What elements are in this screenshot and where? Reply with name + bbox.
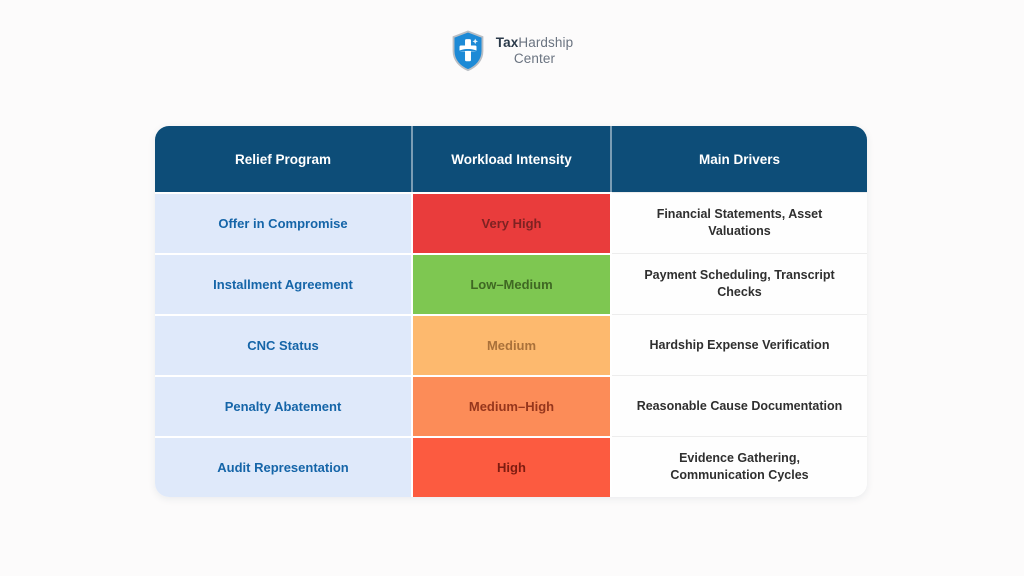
drivers-cell: Financial Statements, Asset Valuations (612, 192, 867, 253)
brand-wordmark (496, 35, 573, 67)
drivers-cell: Hardship Expense Verification (612, 314, 867, 375)
program-cell: CNC Status (155, 314, 413, 375)
intensity-cell: Low–Medium (413, 253, 612, 314)
brand-logo (0, 30, 1024, 72)
brand-name-line2: Center (513, 51, 556, 66)
column-header-relief-program: Relief Program (155, 126, 413, 192)
drivers-cell: Reasonable Cause Documentation (612, 375, 867, 436)
column-header-workload-intensity: Workload Intensity (413, 126, 612, 192)
intensity-cell: High (413, 436, 612, 497)
drivers-cell: Payment Scheduling, Transcript Checks (612, 253, 867, 314)
drivers-cell: Evidence Gathering, Communication Cycles (612, 436, 867, 497)
column-header-main-drivers: Main Drivers (612, 126, 867, 192)
shield-cross-icon (451, 30, 485, 72)
program-cell: Installment Agreement (155, 253, 413, 314)
program-cell: Audit Representation (155, 436, 413, 497)
relief-program-table (155, 126, 867, 497)
brand-name-light: Hardship (518, 35, 574, 50)
intensity-cell: Medium (413, 314, 612, 375)
intensity-cell: Medium–High (413, 375, 612, 436)
intensity-cell: Very High (413, 192, 612, 253)
brand-name-bold: Tax (495, 35, 519, 50)
program-cell: Penalty Abatement (155, 375, 413, 436)
program-cell: Offer in Compromise (155, 192, 413, 253)
